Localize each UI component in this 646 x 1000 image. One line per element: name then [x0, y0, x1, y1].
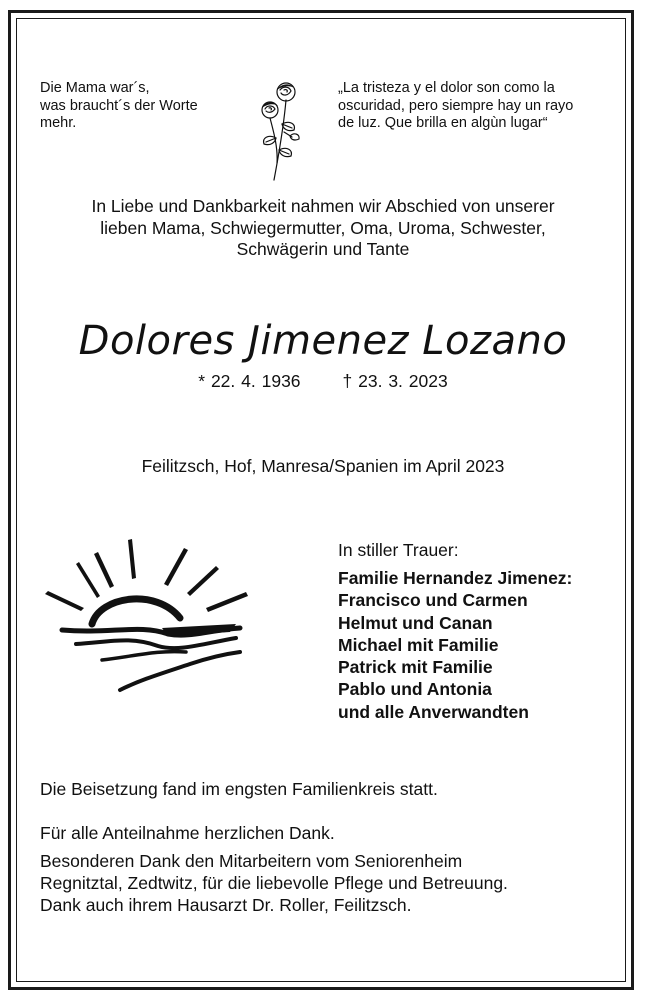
mourner-name: Michael mit Familie — [338, 634, 499, 655]
death-date: † 23. 3. 2023 — [342, 371, 448, 391]
intro-line: In Liebe und Dankbarkeit nahmen wir Abschied von unserer — [91, 196, 555, 216]
mourner-name: und alle Anverwandten — [338, 701, 529, 722]
quote-left-line: Die Mama war´s, — [40, 80, 150, 96]
sunset-icon — [40, 534, 260, 704]
quote-right-line: oscuridad, pero siempre hay un rayo — [338, 97, 574, 114]
mourner-name: Familie Hernandez Jimenez: — [338, 568, 573, 588]
mourner-name: Patrick mit Familie — [338, 657, 493, 678]
quote-right-line: de luz. Que brilla en algùn lugar“ — [338, 115, 548, 131]
quote-left — [40, 80, 240, 133]
intro-text — [40, 196, 606, 261]
place-date: Feilitzsch, Hof, Manresa/Spanien im April 2023 — [141, 456, 505, 476]
mourning-label: In stiller Trauer: — [338, 540, 459, 560]
birth-date: * 22. 4. 1936 — [198, 371, 301, 391]
quote-right-line: „La tristeza y el dolor son como la — [338, 80, 555, 96]
rose-icon — [256, 78, 312, 182]
special-thanks-line: Dank auch ihrem Hausarzt Dr. Roller, Feilitzsch. — [40, 894, 412, 915]
special-thanks-line: Regnitztal, Zedtwitz, für die liebevolle Pflege und Betreuung. — [40, 872, 508, 893]
mourner-name: Pablo und Antonia — [338, 679, 492, 700]
quote-left-line: mehr. — [40, 115, 77, 131]
life-dates — [20, 371, 626, 392]
quote-left-line: was braucht´s der Worte — [40, 97, 198, 114]
thanks-note: Für alle Anteilnahme herzlichen Dank. — [40, 823, 335, 843]
mourner-name: Helmut und Canan — [338, 612, 493, 633]
mourners-list — [338, 567, 572, 723]
deceased-name: Dolores Jimenez Lozano — [78, 318, 568, 364]
mourner-name: Francisco und Carmen — [338, 590, 528, 611]
quote-right — [338, 80, 608, 133]
intro-line: lieben Mama, Schwiegermutter, Oma, Uroma, Schwester, — [100, 217, 546, 238]
intro-line: Schwägerin und Tante — [236, 239, 410, 259]
special-thanks — [40, 851, 620, 916]
special-thanks-line: Besonderen Dank den Mitarbeitern vom Seniorenheim — [40, 851, 463, 871]
burial-note: Die Beisetzung fand im engsten Familienkreis statt. — [40, 779, 438, 799]
